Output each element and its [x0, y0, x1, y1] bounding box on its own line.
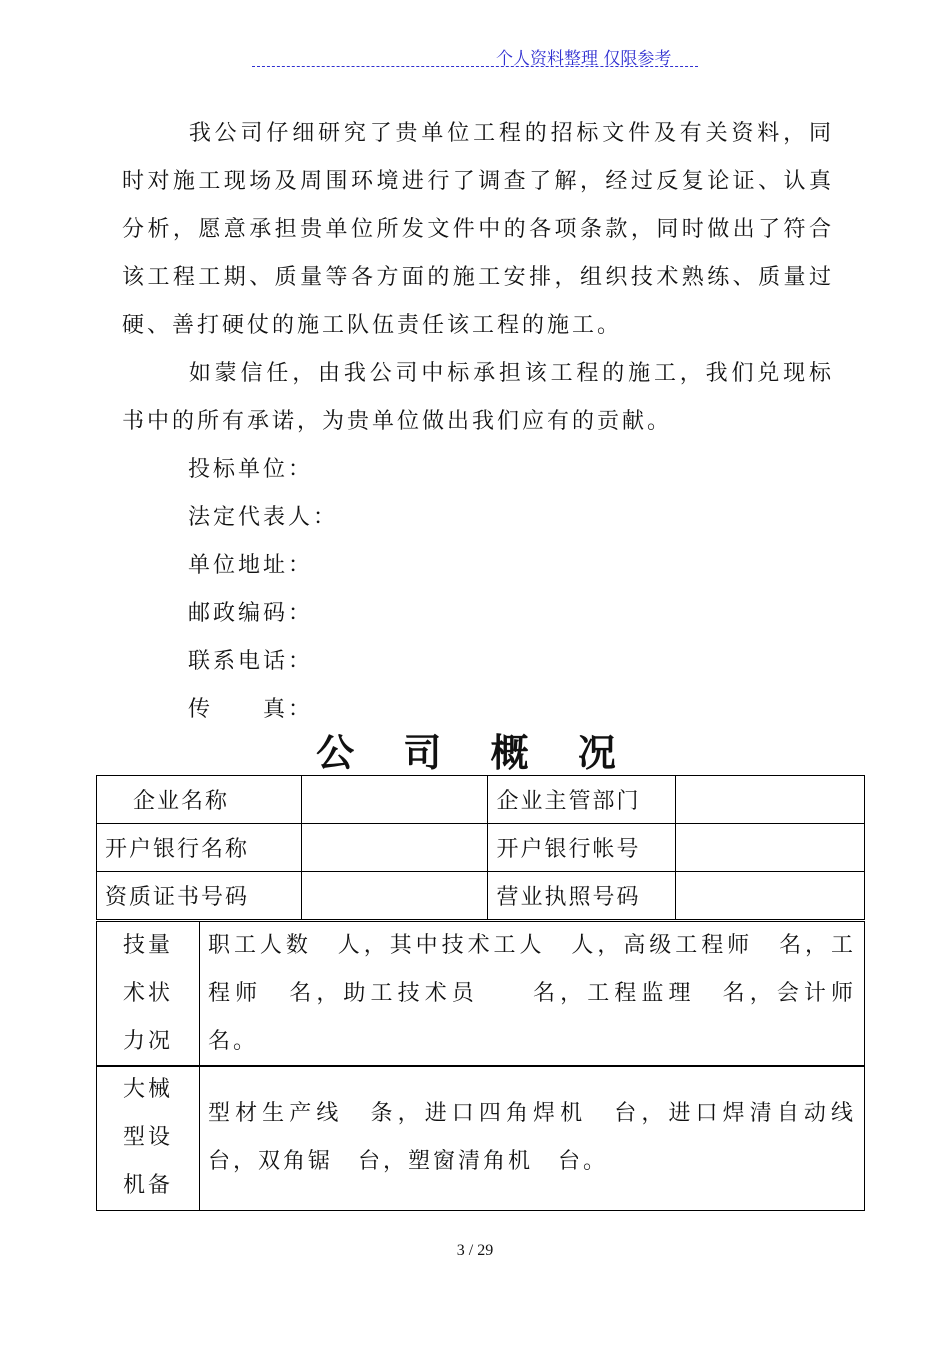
- cell-value: [676, 824, 865, 872]
- section-title: 公 司 概 况: [316, 731, 634, 775]
- field-fax: 传 真：: [188, 697, 314, 722]
- cell-value: [676, 872, 865, 920]
- header-note: 个人资料整理 仅限参考: [496, 49, 672, 69]
- equipment-table: [96, 1065, 882, 1211]
- field-address: 单位地址：: [188, 553, 314, 578]
- cell-label: 开户银行帐号: [488, 824, 676, 872]
- tech-label-text: 技量术状力况: [122, 933, 173, 1054]
- paragraph-2-text: 如蒙信任，由我公司中标承担该工程的施工，我们兑现标书中的所有承诺，为贵单位做出我们应有的贡献。: [122, 361, 834, 434]
- cell-value: [301, 872, 488, 920]
- cell-value: [301, 824, 488, 872]
- field-bidder: 投标单位：: [188, 457, 314, 482]
- cell-label: 企业主管部门: [488, 776, 676, 824]
- equipment-label-text: 大械型设机备: [122, 1077, 173, 1198]
- table-row: [97, 824, 865, 872]
- cell-value: [676, 776, 865, 824]
- field-legal-rep: 法定代表人：: [188, 505, 339, 530]
- table-row: [97, 776, 865, 824]
- tech-content: 职工人数 人，其中技术工人 人，高级工程师 名，工程师 名，助工技术员 名，工程监理 名，会计师 名。: [200, 922, 865, 1067]
- equipment-content: 型材生产线 条，进口四角焊机 台，进口焊清自动线 台，双角锯 台，塑窗清角机 台。: [200, 1066, 865, 1211]
- company-info-table: [96, 775, 865, 920]
- paragraph-1: [122, 110, 834, 350]
- tech-staff-table: [96, 921, 882, 1067]
- cell-value: [301, 776, 488, 824]
- field-postcode: 邮政编码：: [188, 601, 314, 626]
- cell-label: 营业执照号码: [488, 872, 676, 920]
- table-row: [97, 922, 865, 1067]
- header-divider: [252, 66, 698, 67]
- paragraph-2: [122, 350, 834, 446]
- tech-label: [97, 922, 200, 1067]
- table-row: [97, 872, 865, 920]
- field-phone: 联系电话：: [188, 649, 314, 674]
- paragraph-1-text: 我公司仔细研究了贵单位工程的招标文件及有关资料，同时对施工现场及周围环境进行了调查了解，经过反复论证、认真分析，愿意承担贵单位所发文件中的各项条款，同时做出了符合该工程工期、质量等各方面的施工安排，组织技术熟练、质量过硬、善打硬仗的施工队伍责任该工程的施工。: [122, 121, 834, 338]
- table-row: [97, 1066, 865, 1211]
- page-number: 3 / 29: [456, 1242, 494, 1259]
- cell-label: 资质证书号码: [97, 872, 302, 920]
- cell-label: 开户银行名称: [97, 824, 302, 872]
- cell-label: 企业名称: [97, 776, 302, 824]
- equipment-label: [97, 1066, 200, 1211]
